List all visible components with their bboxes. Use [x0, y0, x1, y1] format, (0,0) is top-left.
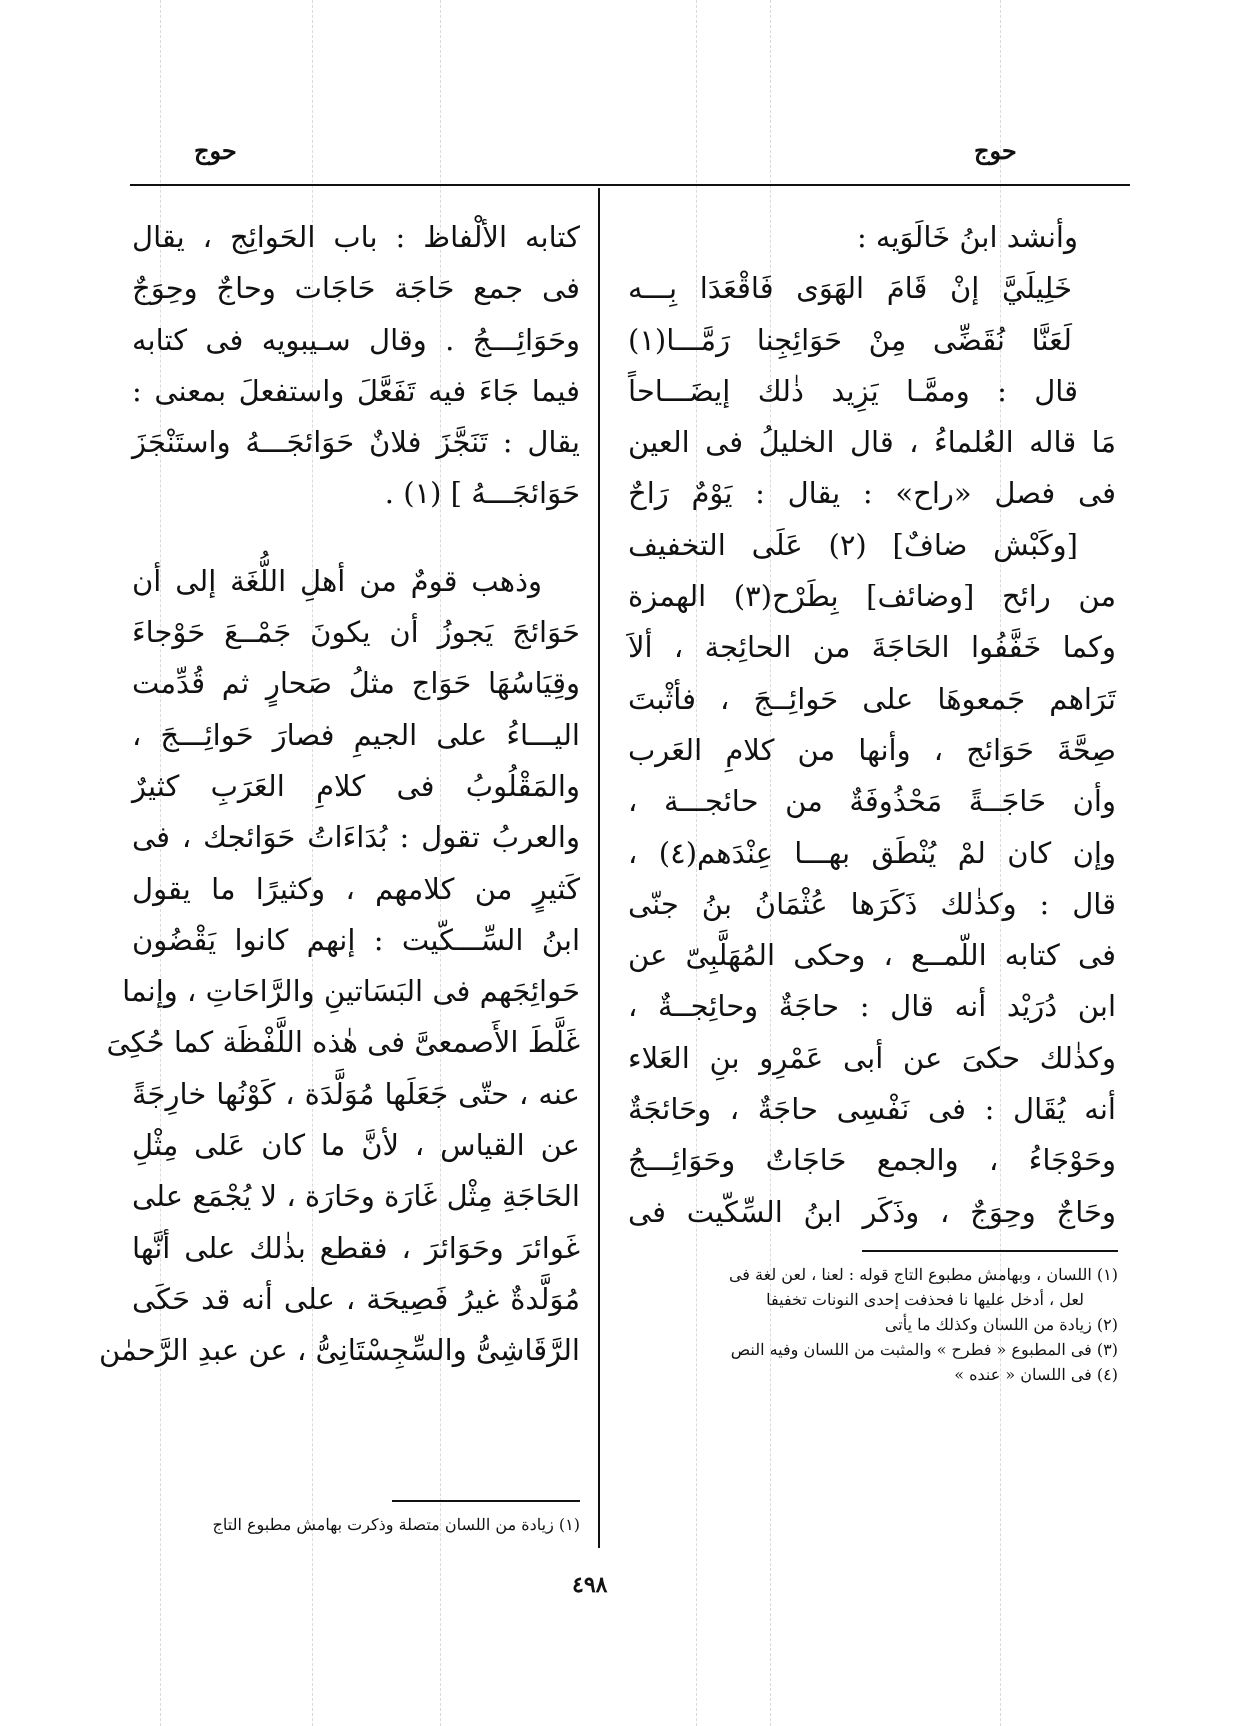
text-line: من رائح [وضائف] بِطَرْح(٣) الهمزة	[628, 579, 1116, 614]
verse-line: لَعَنَّا نُقَضِّى مِنْ حَوَائِجِنا رَمَّـــا(١)	[628, 322, 1072, 357]
text-line: قال : وكذٰلك ذَكَرَها عُثْمَانُ بنُ جنّى	[628, 886, 1116, 921]
column-divider	[598, 188, 600, 1548]
text-line: اليـــاءُ على الجيمِ فصارَ حَوائِـــجَ ،	[132, 717, 580, 752]
text-line: مُوَلَّدةٌ غيرُ فَصِيحَة ، على أنه قد حَكَى	[132, 1281, 580, 1316]
right-footnotes	[628, 1262, 1118, 1387]
text-line: غَلَّطَ الأَصمعىَّ فى هٰذه اللَّفْظَة كما حُكِىَ	[106, 1025, 580, 1060]
text-line: فى كتابه اللّمــع ، وحكى المُهَلَّبِىّ عن	[628, 938, 1116, 973]
text-line: [وكَبْش ضافٌ] (٢) عَلَى التخفيف	[628, 527, 1078, 562]
text-line: وأنشد ابنُ خَالَوَيه :	[856, 220, 1078, 254]
text-line: عنه ، حتّى جَعَلَها مُوَلَّدَة ، كَوْنُها خارِجَةً	[132, 1076, 580, 1111]
text-line: عن القياس ، لأنَّ ما كان عَلى مِثْلِ	[132, 1128, 580, 1163]
footnote: (٢) زيادة من اللسان وكذلك ما يأتى	[884, 1315, 1118, 1334]
footnote: (١) زيادة من اللسان متصلة وذكرت بهامش مطبوع التاج	[212, 1515, 580, 1534]
text-line: وحَاجٌ وحِوَجٌ ، وذَكَر ابنُ السِّكّيت فى	[628, 1194, 1116, 1229]
right-column	[628, 212, 1116, 1238]
left-footnotes	[132, 1512, 580, 1537]
text-line: تَرَاهم جَمعوهَا على حَوائِــجَ ، فأثْبتَ	[628, 681, 1116, 716]
text-line: فى فصل «راح» : يقال : يَوْمٌ رَاحٌ	[628, 476, 1116, 511]
text-line: صِحَّةَ حَوَائج ، وأنها من كلامِ العَرب	[628, 732, 1116, 767]
text-line: والمَقْلُوبُ فى كلامِ العَرَبِ كثيرٌ	[132, 768, 580, 803]
text-line: حَوائِجَهم فى البَسَاتينِ والرَّاحَاتِ ، وإنما	[122, 974, 580, 1009]
paragraph	[98, 556, 580, 1377]
text-line: حَوَائجَـــهُ ] (١) .	[384, 476, 580, 511]
text-line: وقِيَاسُهَا حَوَاج مثلُ صَحارٍ ثم قُدِّمت	[132, 666, 580, 701]
footnote-rule-right	[862, 1250, 1118, 1252]
paragraph-gap	[132, 520, 580, 556]
text-line: وأن حَاجَــةً مَحْذُوفَةٌ من حائجـــة ،	[628, 784, 1116, 819]
text-line: كتابه الألْفاظ : باب الحَوائِج ، يقال	[132, 220, 580, 254]
running-head-left: حوج	[194, 136, 237, 165]
text-line: حَوَائجَ يَجوزُ أن يكونَ جَمْــعَ حَوْجاءَ	[132, 615, 580, 650]
text-line: يقال : تَنَجَّزَ فلانٌ حَوَائجَـــهُ واستَنْجَزَ	[132, 425, 580, 460]
text-line: والعربُ تقول : بُدَاءَاتُ حَوَائجك ، فى	[132, 820, 580, 855]
header-rule	[130, 184, 1130, 186]
footnote: لعل ، أدخل عليها نا فحذفت إحدى النونات تخفيفا	[766, 1290, 1084, 1309]
text-line: وكذٰلك حكىَ عن أبى عَمْرِو بنِ العَلاء	[628, 1040, 1116, 1075]
page-number: ٤٩٨	[572, 1572, 608, 1598]
text-line: غَوائرَ وحَوَائرَ ، فقطع بذٰلك على أنَّها	[132, 1230, 580, 1265]
text-line: مَا قاله العُلماءُ ، قال الخليلُ فى العين	[628, 425, 1116, 460]
text-line: فى جمع حَاجَة حَاجَات وحاجٌ وحِوَجٌ	[132, 271, 580, 306]
text-line: وإن كان لمْ يُنْطَق بهـــا عِنْدَهم(٤) ،	[628, 835, 1116, 870]
verse-line: خَلِيلَيَّ إنْ قَامَ الهَوَى فَاقْعَدَا بِـــه	[628, 271, 1072, 306]
text-line: فيما جَاءَ فيه تَفَعَّلَ واستفعلَ بمعنى :	[132, 373, 580, 408]
footnote: (٤) فى اللسان « عنده »	[954, 1365, 1118, 1384]
text-line: وحَوْجَاءُ ، والجمع حَاجَاتٌ وحَوَائِـــجُ	[628, 1143, 1116, 1178]
text-line: كَثيرٍ من كلامهم ، وكثيرًا ما يقول	[132, 871, 580, 906]
text-line: ابنُ السِّـــكّيت : إنهم كانوا يَقْضُون	[132, 922, 580, 957]
footnote: (٣) فى المطبوع « فطرح » والمثبت من اللسان وفيه النص	[730, 1340, 1118, 1359]
running-head-right: حوج	[974, 136, 1017, 165]
text-line: أنه يُقَال : فى نَفْسِى حاجَةٌ ، وحَائجَةٌ	[628, 1092, 1116, 1127]
left-column	[98, 212, 580, 1377]
text-line: قال : وممَّـا يَزِيد ذٰلك إيضَـــاحاً	[628, 373, 1078, 408]
footnote: (١) اللسان ، وبهامش مطبوع التاج قوله : لعنا ، لعن لغة فى	[728, 1265, 1118, 1284]
text-line: ابن دُرَيْد أنه قال : حاجَةٌ وحائِجــةٌ ،	[628, 989, 1116, 1024]
text-line: الحَاجَةِ مِثْل غَارَة وحَارَة ، لا يُجْمَع على	[132, 1179, 580, 1214]
paragraph	[132, 212, 580, 520]
text-line: وكما خَفَّفُوا الحَاجَةَ من الحائِجة ، ألاَ	[628, 630, 1116, 665]
text-line: وحَوَائِـــجُ . وقال سـيبويه فى كتابه	[132, 322, 580, 357]
text-line: وذهب قومٌ من أهلِ اللُّغَة إلى أن	[132, 563, 542, 598]
text-line: الرَّقَاشِىُّ والسِّجِسْتَانِىُّ ، عن عبدِ الرَّحمٰن	[98, 1333, 580, 1368]
footnote-rule-left	[392, 1500, 580, 1502]
